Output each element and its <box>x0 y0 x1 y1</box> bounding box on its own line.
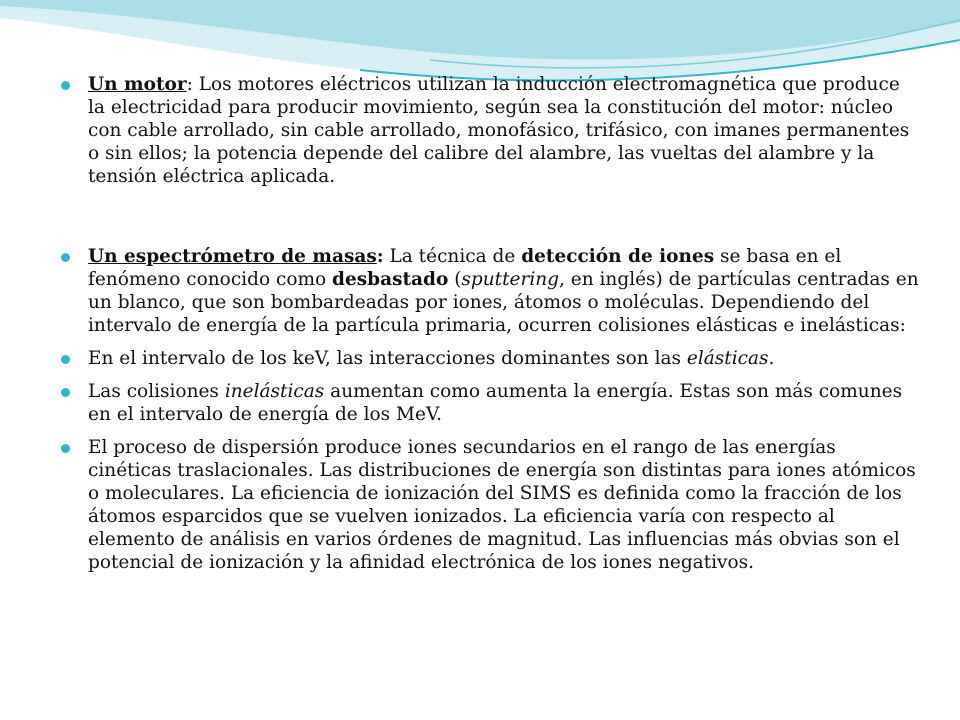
bullet-dispersion <box>60 436 920 574</box>
bullet-list <box>60 73 920 574</box>
bullet-inelastic: Las colisiones inelásticas aumentan como aumenta la energía. Estas son más comunes en el intervalo de energía de los MeV. <box>60 380 920 426</box>
bullet-dot-icon <box>61 253 70 262</box>
bullet-motor: Un motor: Los motores eléctricos utilizan la inducción electromagnética que produce la electricidad para producir movimiento, según sea la constitución del motor: núcleo con cable arrollado, sin cable arrollado, monofásico, trifásico, con imanes permanentes o sin ellos; la potencia depende del calibre del alambre, las vueltas del alambre y la tensión eléctrica aplicada. <box>60 73 920 188</box>
bullet-spectrometer: Un espectrómetro de masas: La técnica de detección de iones se basa en el fenómeno conocido como desbastado (sputtering, en inglés) de partículas centradas en un blanco, que son bombardeadas por iones, átomos o moléculas. Dependiendo del intervalo de energía de la partícula primaria, ocurren colisiones elásticas e inelásticas: <box>60 245 920 337</box>
term-spectrometer: Un espectrómetro de masas <box>88 246 377 267</box>
bullet-kev: En el intervalo de los keV, las interacciones dominantes son las elásticas. <box>60 347 920 370</box>
term-inelasticas: inelásticas <box>224 381 325 402</box>
bullet-dot-icon <box>61 81 70 90</box>
bullet-dot-icon <box>61 444 70 453</box>
term-motor: Un motor <box>88 74 187 95</box>
term-ion-detection: detección de iones <box>521 246 715 267</box>
dispersion-text: El proceso de dispersión produce iones secundarios en el rango de las energías cinéticas traslacionales. Las distribuciones de energía son distintas para iones atómicos o moleculares. La eficiencia de ionización del SIMS es definida como la fracción de los átomos esparcidos que se vuelven ionizados. La eficiencia varía con respecto al elemento de análisis en varios órdenes de magnitud. Las influencias más obvias son el potencial de ionización y la afinidad electrónica de los iones negativos. <box>88 437 916 573</box>
slide-content <box>60 73 920 584</box>
motor-description: Los motores eléctricos utilizan la inducción electromagnética que produce la electricidad para producir movimiento, según sea la constitución del motor: núcleo con cable arrollado, sin cable arrollado, monofásico, trifásico, con imanes permanentes o sin ellos; la potencia depende del calibre del alambre, las vueltas del alambre y la tensión eléctrica aplicada. <box>88 74 910 187</box>
term-desbastado: desbastado <box>332 269 449 290</box>
bullet-dot-icon <box>61 355 70 364</box>
term-sputtering: sputtering <box>461 269 560 290</box>
term-elasticas: elásticas <box>686 348 769 369</box>
bullet-dot-icon <box>61 388 70 397</box>
